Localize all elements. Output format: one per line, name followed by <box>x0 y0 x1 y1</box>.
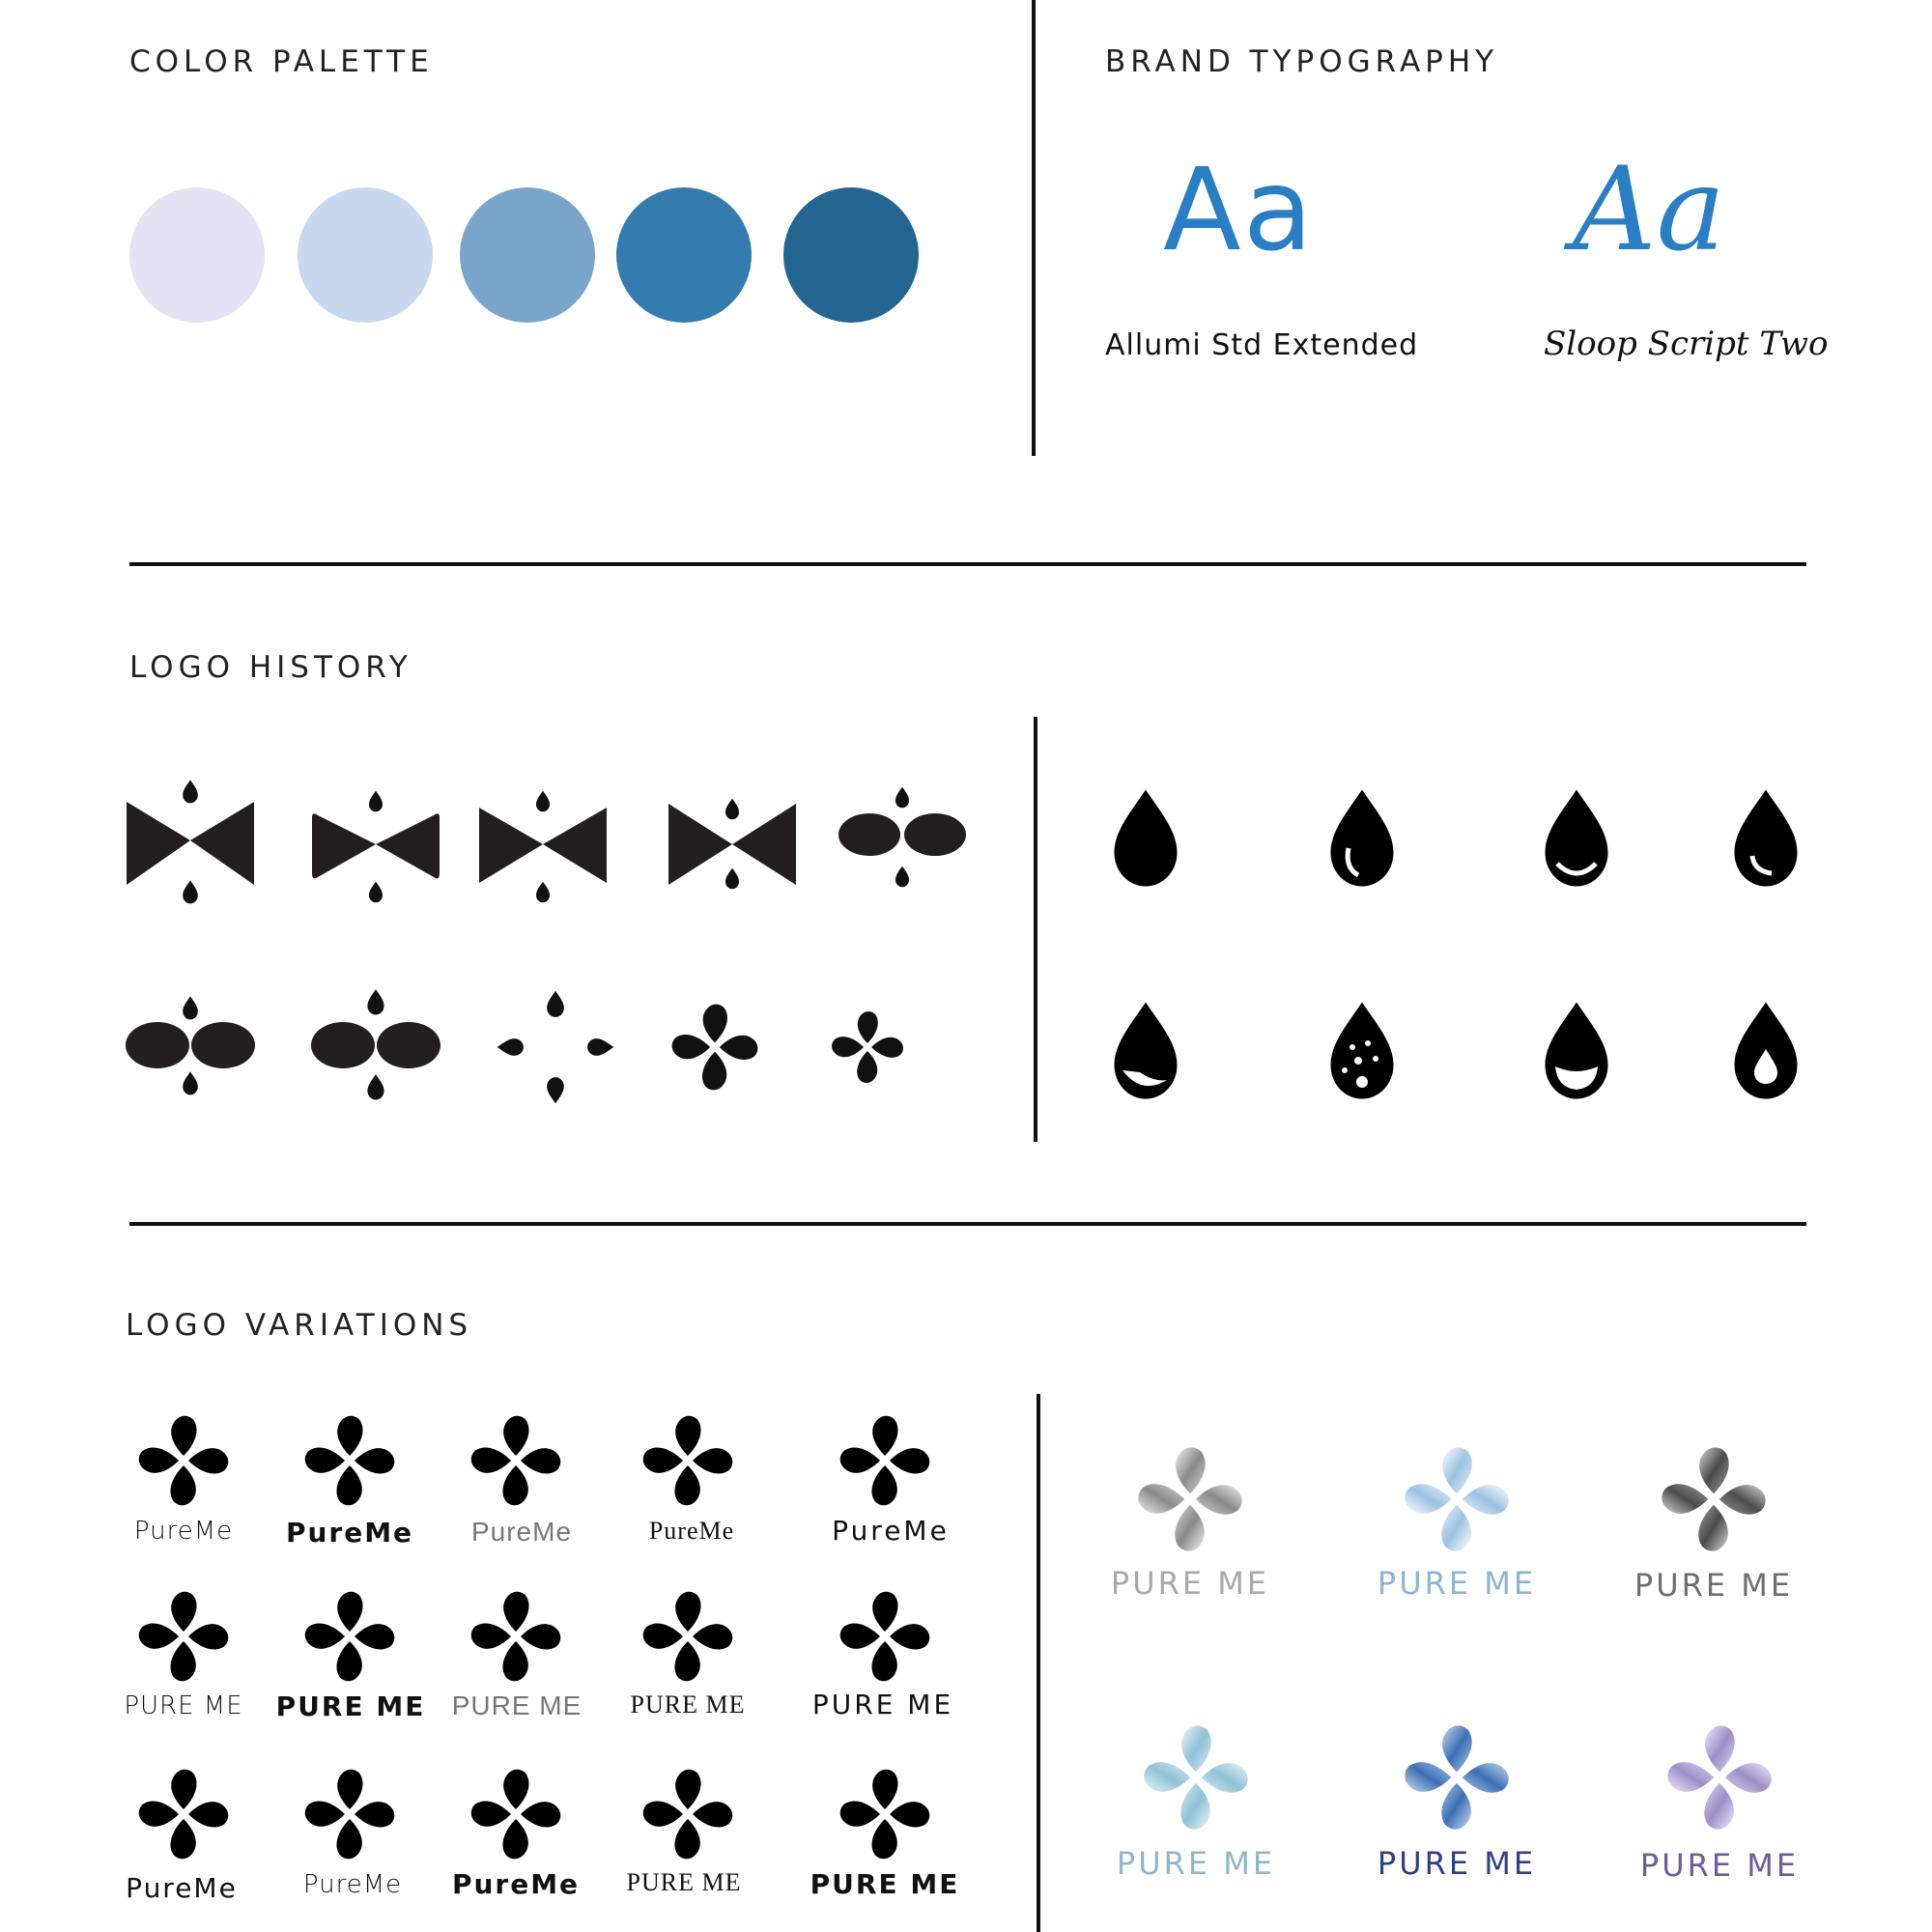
logo-history-heading: LOGO HISTORY <box>129 650 412 685</box>
gradient-wordmark-2: PURE ME <box>1377 1565 1537 1602</box>
gradient-wordmark-6: PURE ME <box>1639 1847 1800 1884</box>
logo-history-left <box>116 744 985 1130</box>
droplet-icon <box>1735 790 1798 887</box>
wordmark: PURE ME <box>626 1868 742 1896</box>
swatch-1 <box>129 187 265 323</box>
wordmark: PureMe <box>126 1872 238 1904</box>
logo-variations-gradient <box>1072 1420 1893 1845</box>
clover-logo-icon <box>305 1770 395 1860</box>
clover-logo-icon <box>139 1416 229 1506</box>
swatch-4 <box>616 187 752 323</box>
clover-drop-icon <box>672 1005 758 1091</box>
infinity-drop-icon <box>311 989 440 1099</box>
infinity-drop-icon <box>838 787 966 888</box>
infinity-drop-icon <box>126 996 255 1094</box>
gradient-wordmark-1: PURE ME <box>1110 1565 1270 1602</box>
clover-drop-icon <box>832 1011 903 1083</box>
swatch-3 <box>460 187 595 323</box>
clover-logo-icon <box>305 1592 395 1682</box>
gradient-wordmark-3: PURE ME <box>1634 1567 1794 1604</box>
logo-history-droplets <box>1082 753 1835 1121</box>
droplet-icon <box>1546 1003 1608 1099</box>
clover-logo-icon <box>1662 1447 1765 1550</box>
droplet-icon <box>1546 790 1608 887</box>
wordmark: PURE ME <box>810 1868 960 1900</box>
clover-logo-icon <box>643 1416 733 1506</box>
color-palette-heading: COLOR PALETTE <box>129 44 434 79</box>
brand-typography-heading: BRAND TYPOGRAPHY <box>1105 44 1499 79</box>
clover-logo-icon <box>471 1416 561 1506</box>
clover-logo-icon <box>305 1416 395 1506</box>
clover-logo-icon <box>1667 1725 1771 1829</box>
typography-sample-sans: Aa <box>1163 143 1316 276</box>
swatch-5 <box>783 187 919 323</box>
wordmark: PURE ME <box>275 1690 426 1722</box>
divider-horizontal-2 <box>129 1222 1806 1226</box>
wordmark: PureMe <box>832 1515 950 1547</box>
wordmark: PureMe <box>648 1517 735 1545</box>
clover-drop-icon <box>497 991 614 1104</box>
clover-logo-icon <box>471 1592 561 1682</box>
bowtie-drop-icon <box>127 780 254 903</box>
clover-logo-icon <box>1405 1447 1508 1550</box>
gradient-wordmark-4: PURE ME <box>1116 1845 1276 1882</box>
wordmark: PURE ME <box>124 1691 243 1720</box>
divider-vertical-bottom <box>1037 1394 1040 1932</box>
droplet-icon <box>1331 1003 1394 1099</box>
wordmark: PureMe <box>302 1870 403 1899</box>
bowtie-drop-icon <box>479 791 607 903</box>
wordmark: PureMe <box>285 1517 414 1548</box>
bowtie-drop-icon <box>312 791 440 903</box>
wordmark: PURE ME <box>811 1689 954 1720</box>
logo-variations-grid <box>116 1401 1005 1903</box>
gradient-wordmark-5: PURE ME <box>1377 1845 1537 1882</box>
droplet-icon <box>1115 790 1178 887</box>
wordmark: PureMe <box>470 1517 573 1547</box>
wordmark: PURE ME <box>630 1690 746 1719</box>
clover-logo-icon <box>840 1770 930 1860</box>
clover-logo-icon <box>643 1770 733 1860</box>
swatch-2 <box>298 187 433 323</box>
bowtie-drop-icon <box>668 799 796 890</box>
clover-logo-icon <box>139 1592 229 1682</box>
wordmark: PURE ME <box>451 1690 582 1720</box>
clover-logo-icon <box>1138 1447 1241 1550</box>
clover-logo-icon <box>1144 1725 1247 1829</box>
divider-horizontal-1 <box>129 562 1806 566</box>
clover-logo-icon <box>840 1592 930 1682</box>
droplet-icon <box>1331 790 1394 887</box>
wordmark: PureMe <box>451 1868 581 1900</box>
clover-logo-icon <box>139 1770 229 1860</box>
clover-logo-icon <box>840 1416 930 1506</box>
logo-variations-heading: LOGO VARIATIONS <box>126 1308 473 1343</box>
typography-sample-script: Aa <box>1573 143 1726 277</box>
font-name-sans: Allumi Std Extended <box>1105 328 1419 362</box>
divider-vertical-middle <box>1034 717 1037 1142</box>
clover-logo-icon <box>1405 1725 1508 1829</box>
droplet-icon <box>1735 1003 1798 1099</box>
divider-vertical-top <box>1032 0 1036 456</box>
droplet-icon <box>1115 1003 1178 1099</box>
font-name-script: Sloop Script Two <box>1544 325 1829 363</box>
wordmark: PureMe <box>133 1517 234 1546</box>
clover-logo-icon <box>643 1592 733 1682</box>
clover-logo-icon <box>471 1770 561 1860</box>
